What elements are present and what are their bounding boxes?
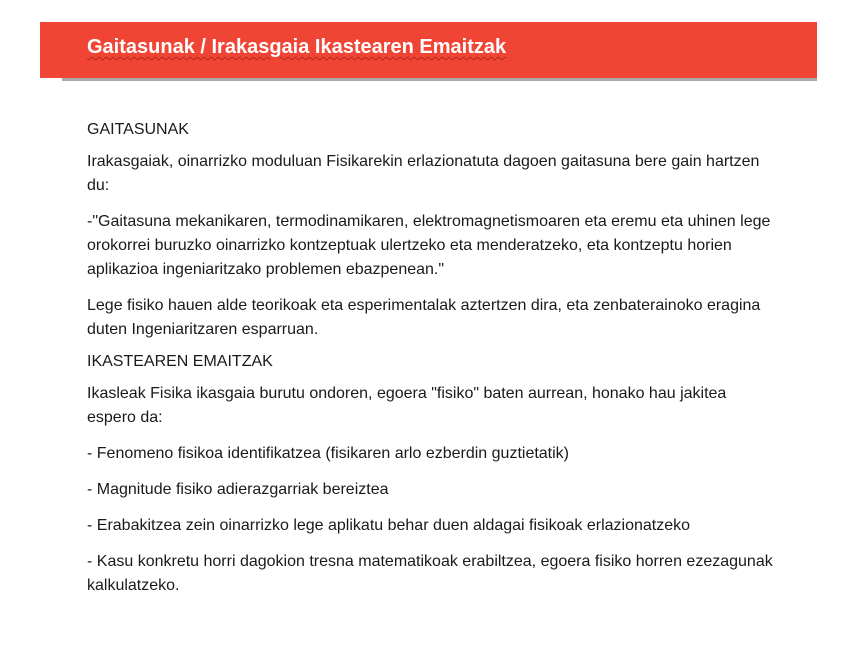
header-bar	[40, 22, 817, 78]
list-item: - Fenomeno fisikoa identifikatzea (fisikaren arlo ezberdin guztietatik)	[87, 445, 570, 462]
paragraph: Ikasleak Fisika ikasgaia burutu ondoren, egoera "fisiko" baten aurrean, honako hau jakitea espero da:	[87, 385, 727, 426]
quote-paragraph: -"Gaitasuna mekanikaren, termodinamikaren, elektromagnetismoaren eta eremu eta uhinen lege orokorrei buruzko oinarrizko kontzeptuak ulertzeko eta menderatzeko, eta kontzeptu horien aplikazioa ingeniaritzako problemen ebazpenean."	[87, 213, 771, 278]
page-title: Gaitasunak / Irakasgaia Ikastearen Emaitzak	[87, 36, 507, 58]
section-heading-ikastearen-emaitzak: IKASTEAREN EMAITZAK	[87, 353, 273, 370]
paragraph: Irakasgaiak, oinarrizko moduluan Fisikarekin erlazionatuta dagoen gaitasuna bere gain hartzen du:	[87, 153, 760, 194]
section-heading-gaitasunak: GAITASUNAK	[87, 121, 189, 138]
list-item: - Erabakitzea zein oinarrizko lege aplikatu behar duen aldagai fisikoak erlazionatzeko	[87, 517, 691, 534]
list-item: - Magnitude fisiko adierazgarriak bereiztea	[87, 481, 389, 498]
paragraph: Lege fisiko hauen alde teorikoak eta esperimentalak aztertzen dira, eta zenbaterainoko eragina duten Ingeniaritzaren esparruan.	[87, 297, 761, 338]
document-body	[87, 118, 777, 610]
list-item: - Kasu konkretu horri dagokion tresna matematikoak erabiltzea, egoera fisiko horren ezezagunak kalkulatzeko.	[87, 553, 773, 594]
